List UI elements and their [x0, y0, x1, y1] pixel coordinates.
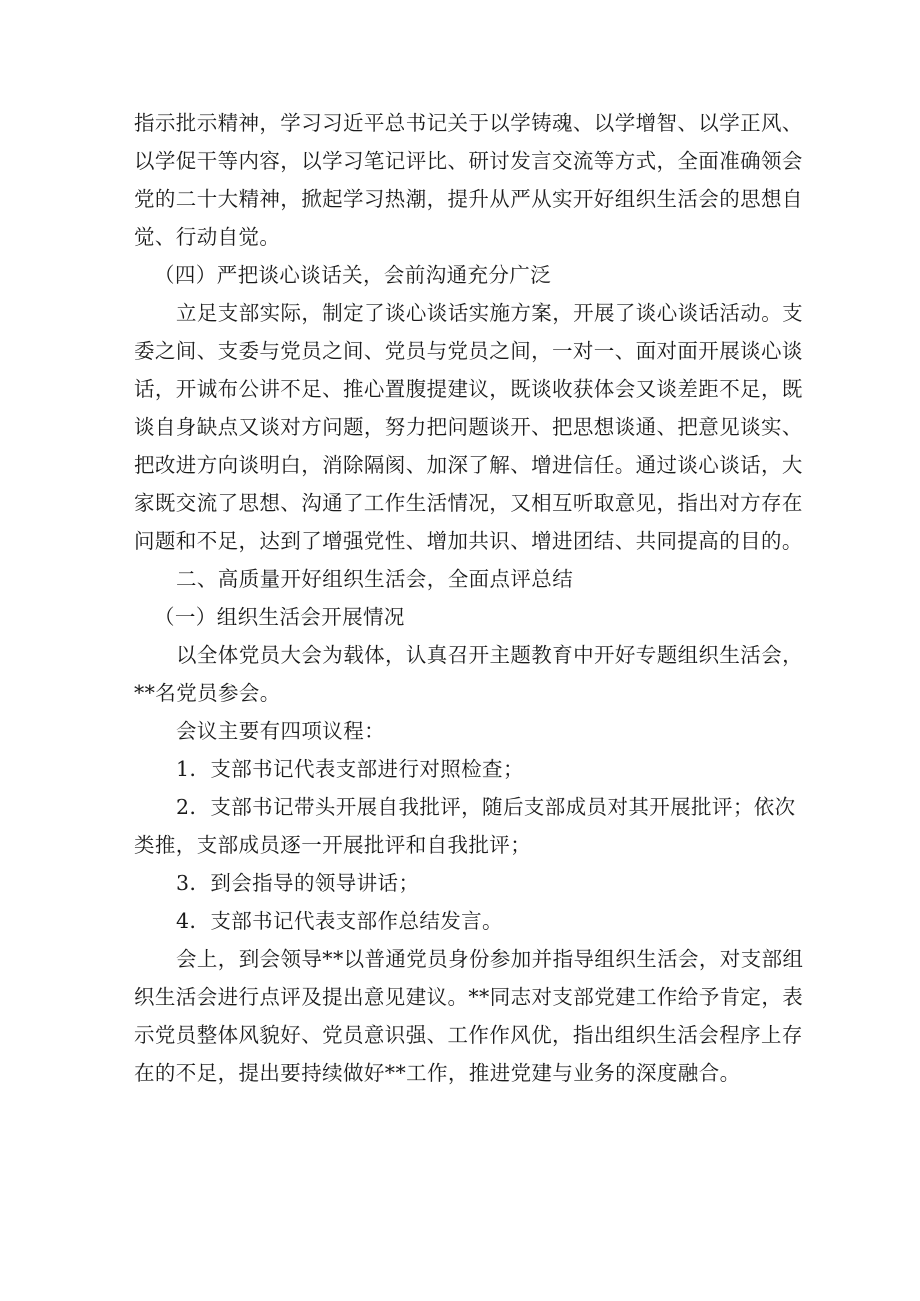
- agenda-item: 3．到会指导的领导讲话；: [176, 871, 420, 895]
- document-body: [134, 104, 804, 1092]
- section-heading: （四）严把谈心谈话关，会前沟通充分广泛: [154, 263, 552, 287]
- body-line: 谈自身缺点又谈对方问题，努力把问题谈开、把思想谈通、把意见谈实、: [134, 415, 803, 439]
- body-line: 把改进方向谈明白，消除隔阂、加深了解、增进信任。通过谈心谈话，大: [134, 453, 803, 477]
- section-title: 二、高质量开好组织生活会，全面点评总结: [176, 567, 574, 591]
- body-line: 在的不足，提出要持续做好**工作，推进党建与业务的深度融合。: [134, 1061, 741, 1085]
- paragraph-start: 会议主要有四项议程：: [176, 719, 385, 743]
- paragraph-start: 会上，到会领导**以普通党员身份参加并指导组织生活会，对支部组: [176, 947, 804, 971]
- body-line: 觉、行动自觉。: [134, 225, 281, 249]
- body-line: **名党员参会。: [134, 681, 281, 705]
- body-line: 家既交流了思想、沟通了工作生活情况，又相互听取意见，指出对方存在: [134, 491, 803, 515]
- body-line: 以学促干等内容，以学习笔记评比、研讨发言交流等方式，全面准确领会: [134, 149, 803, 173]
- agenda-item: 1．支部书记代表支部进行对照检查；: [176, 757, 524, 781]
- section-heading: （一）组织生活会开展情况: [154, 605, 405, 629]
- paragraph-start: 立足支部实际，制定了谈心谈话实施方案，开展了谈心谈话活动。支: [176, 301, 803, 325]
- body-line: 织生活会进行点评及提出意见建议。**同志对支部党建工作给予肯定，表: [134, 985, 804, 1009]
- body-line: 示党员整体风貌好、党员意识强、工作作风优，指出组织生活会程序上存: [134, 1023, 803, 1047]
- body-line: 话，开诚布公讲不足、推心置腹提建议，既谈收获体会又谈差距不足，既: [134, 377, 803, 401]
- body-line: 党的二十大精神，掀起学习热潮，提升从严从实开好组织生活会的思想自: [134, 187, 803, 211]
- body-line: 类推，支部成员逐一开展批评和自我批评；: [134, 833, 532, 857]
- body-line: 指示批示精神，学习习近平总书记关于以学铸魂、以学增智、以学正风、: [134, 111, 803, 135]
- body-line: 问题和不足，达到了增强党性、增加共识、增进团结、共同提高的目的。: [134, 529, 803, 553]
- body-line: 委之间、支委与党员之间、党员与党员之间，一对一、面对面开展谈心谈: [134, 339, 803, 363]
- paragraph-start: 以全体党员大会为载体，认真召开主题教育中开好专题组织生活会，: [176, 643, 803, 667]
- agenda-item: 4．支部书记代表支部作总结发言。: [176, 909, 503, 933]
- agenda-item: 2．支部书记带头开展自我批评，随后支部成员对其开展批评；依次: [176, 795, 796, 819]
